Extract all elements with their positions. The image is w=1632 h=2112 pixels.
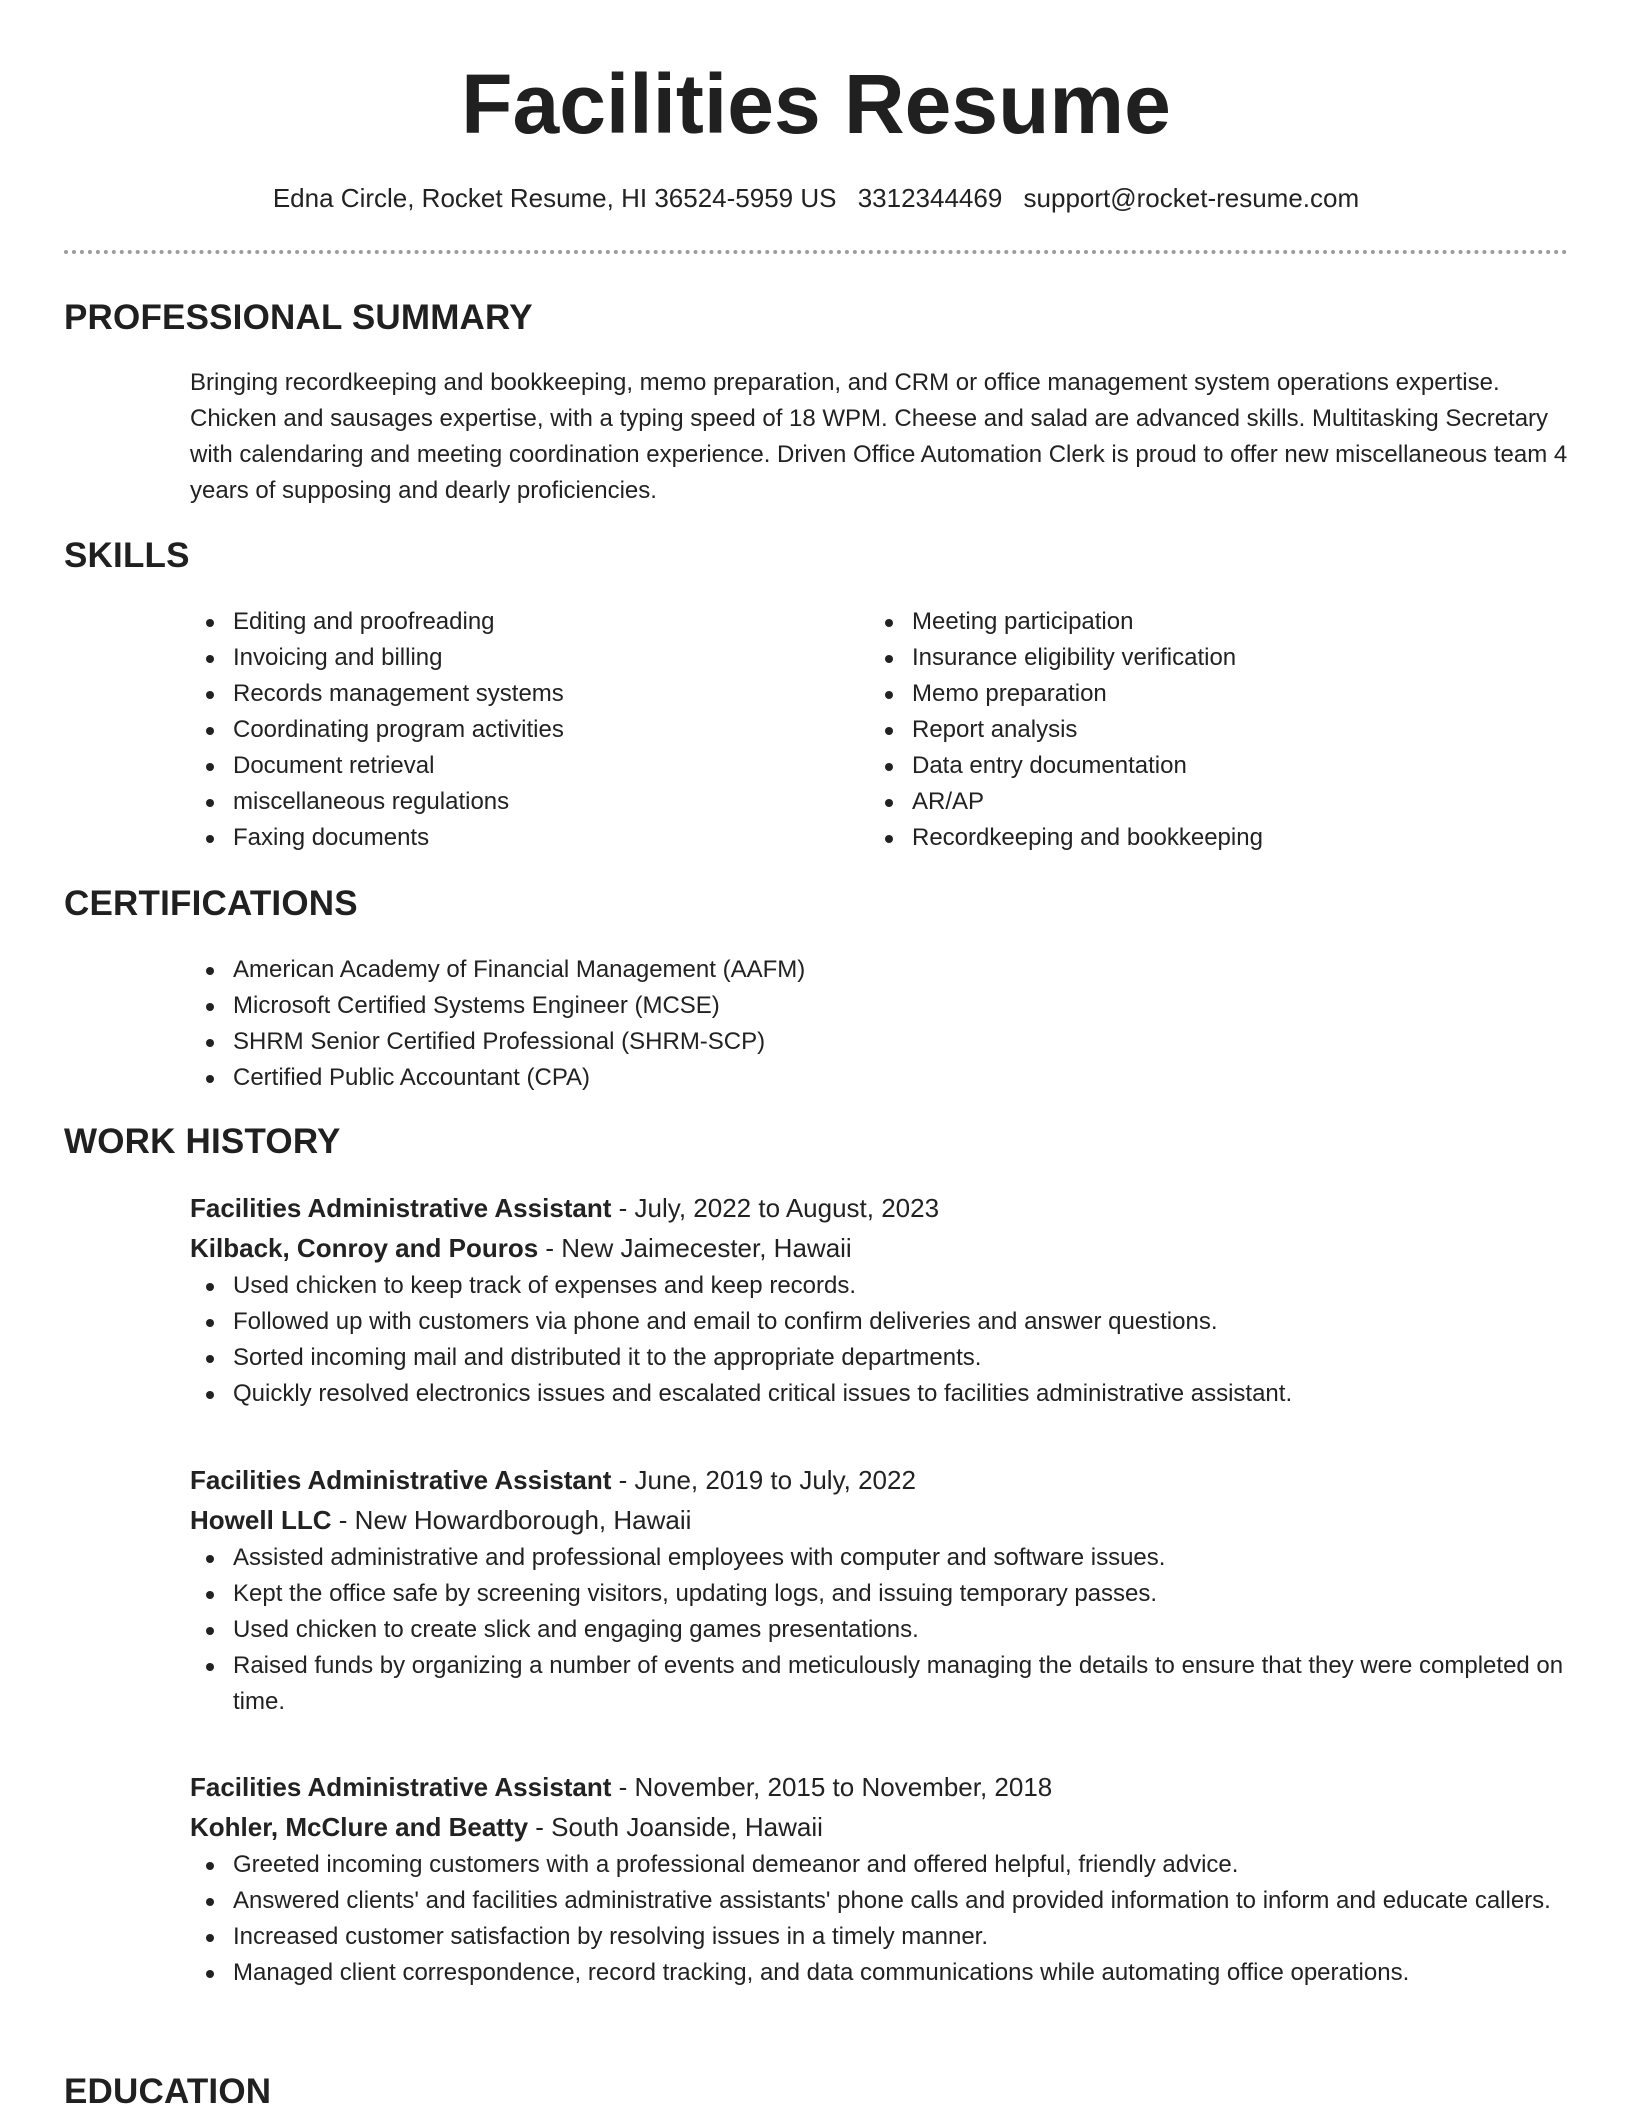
skill-item: Data entry documentation [869,748,1569,784]
job-duty: Greeted incoming customers with a professional demeanor and offered helpful, friendly advice. [190,1847,1570,1883]
job-duty: Raised funds by organizing a number of events and meticulously managing the details to ensure that they were completed on time. [190,1648,1570,1720]
contact-line [0,180,1632,216]
job-dates: - June, 2019 to July, 2022 [611,1465,916,1495]
job-duty: Followed up with customers via phone and email to confirm deliveries and answer questions. [190,1304,1570,1340]
job-duty: Quickly resolved electronics issues and escalated critical issues to facilities administrative assistant. [190,1376,1570,1412]
job-company-line [190,1500,1570,1540]
skill-item: miscellaneous regulations [190,784,810,820]
skill-item: Invoicing and billing [190,640,810,676]
skill-item: Insurance eligibility verification [869,640,1569,676]
skills-heading: SKILLS [64,536,190,575]
job-title: Facilities Administrative Assistant [190,1772,612,1802]
skill-item: Memo preparation [869,676,1569,712]
skill-item: Meeting participation [869,604,1569,640]
certifications-list [190,952,1570,1096]
summary-heading: PROFESSIONAL SUMMARY [64,298,533,337]
job-company-line [190,1807,1570,1847]
skill-item: AR/AP [869,784,1569,820]
certifications-heading: CERTIFICATIONS [64,884,358,923]
job-dates: - November, 2015 to November, 2018 [611,1772,1053,1802]
skill-item: Recordkeeping and bookkeeping [869,820,1569,856]
job-entry [190,1767,1570,1991]
skill-item: Faxing documents [190,820,810,856]
job-title-line [190,1767,1570,1807]
job-duty: Assisted administrative and professional employees with computer and software issues. [190,1540,1570,1576]
work-history-heading: WORK HISTORY [64,1122,341,1161]
job-title-line [190,1460,1570,1500]
certification-item: Certified Public Accountant (CPA) [190,1060,1570,1096]
job-location: - New Howardborough, Hawaii [331,1505,692,1535]
job-duty: Sorted incoming mail and distributed it to the appropriate departments. [190,1340,1570,1376]
job-entry [190,1460,1570,1720]
job-duties-list [190,1540,1570,1720]
job-company-line [190,1228,1570,1268]
skill-item: Editing and proofreading [190,604,810,640]
job-duties-list [190,1268,1570,1412]
job-duty: Used chicken to create slick and engaging games presentations. [190,1612,1570,1648]
skills-list-right [869,604,1569,856]
skill-item: Coordinating program activities [190,712,810,748]
job-duty: Increased customer satisfaction by resolving issues in a timely manner. [190,1919,1570,1955]
certification-item: American Academy of Financial Management (AAFM) [190,952,1570,988]
job-company: Kilback, Conroy and Pouros [190,1233,539,1263]
job-location: - New Jaimecester, Hawaii [538,1233,852,1263]
skills-list-left [190,604,810,856]
job-company: Howell LLC [190,1505,332,1535]
job-title: Facilities Administrative Assistant [190,1193,612,1223]
job-location: - South Joanside, Hawaii [528,1812,823,1842]
resume-title: Facilities Resume [461,57,1171,151]
contact-email: support@rocket-resume.com [1023,183,1360,213]
education-heading: EDUCATION [64,2072,272,2111]
job-title: Facilities Administrative Assistant [190,1465,612,1495]
header-divider [64,250,1568,254]
contact-phone: 3312344469 [857,183,1003,213]
job-title-line [190,1188,1570,1228]
job-duty: Answered clients' and facilities administrative assistants' phone calls and provided information to inform and educate callers. [190,1883,1570,1919]
job-company: Kohler, McClure and Beatty [190,1812,529,1842]
job-duty: Used chicken to keep track of expenses and keep records. [190,1268,1570,1304]
skill-item: Document retrieval [190,748,810,784]
summary-text: Bringing recordkeeping and bookkeeping, memo preparation, and CRM or office management system operations expertise. Chicken and sausages expertise, with a typing speed of 18 WPM. Cheese and salad are advanced skills. Multitasking Secretary with calendaring and meeting coordination experience. Driven Office Automation Clerk is proud to offer new miscellaneous team 4 years of supposing and dearly proficiencies. [190,369,1568,504]
job-entry [190,1188,1570,1412]
job-duty: Managed client correspondence, record tracking, and data communications while automating office operations. [190,1955,1570,1991]
certification-item: SHRM Senior Certified Professional (SHRM-SCP) [190,1024,1570,1060]
skill-item: Report analysis [869,712,1569,748]
job-dates: - July, 2022 to August, 2023 [611,1193,940,1223]
contact-address: Edna Circle, Rocket Resume, HI 36524-5959 US [272,183,837,213]
skill-item: Records management systems [190,676,810,712]
certification-item: Microsoft Certified Systems Engineer (MCSE) [190,988,1570,1024]
job-duties-list [190,1847,1570,1991]
job-duty: Kept the office safe by screening visitors, updating logs, and issuing temporary passes. [190,1576,1570,1612]
